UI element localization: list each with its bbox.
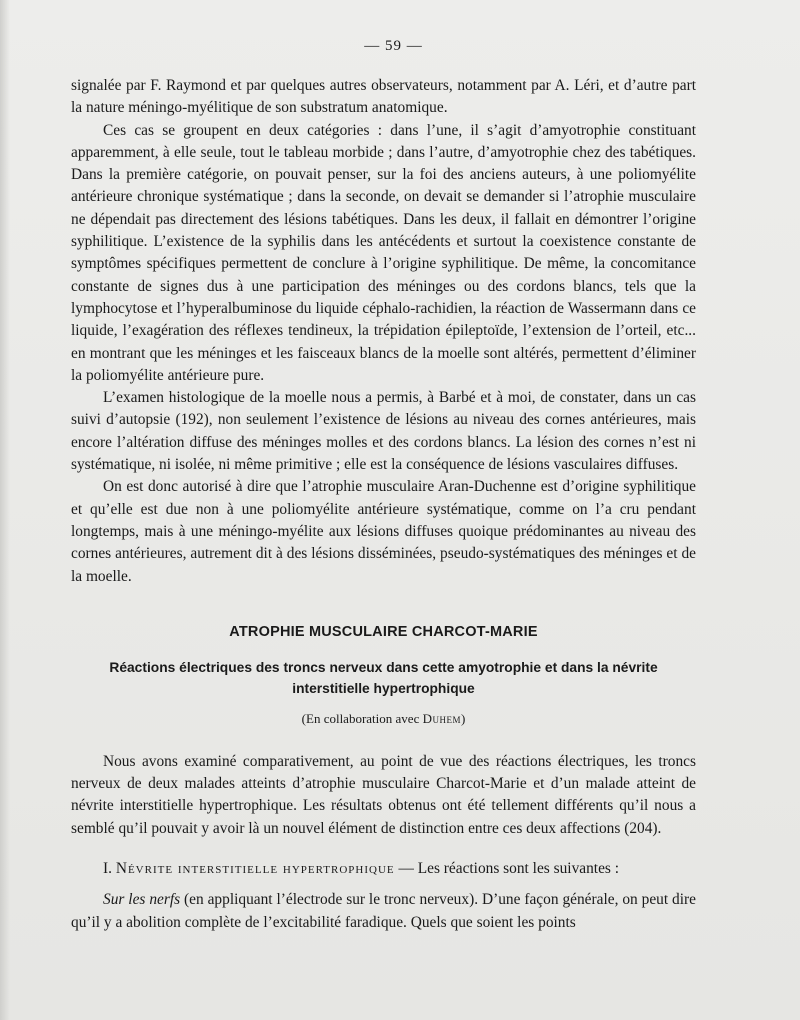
page-number: — 59 — xyxy=(364,38,423,54)
paragraph-categories: Ces cas se groupent en deux catégories : dans l’une, il s’agit d’amyotrophie constituant apparemment, à elle seule, tout le tableau morbide ; dans l’autre, d’amyotrophie chez des tabétiques. Dans la première catégorie, on pouvait penser, sur la foi des anciens auteurs, à une poliomyélite antérieure chronique systématique ; dans la seconde, on devait se demander si l’atrophie musculaire ne dépendait pas directement des lésions tabétiques. Dans les deux, il fallait en démontrer l’origine syphilitique. L’existence de la syphilis dans les antécédents et surtout la coexistence constante de symptômes spécifiques permettent de conclure à l’origine syphilitique. De même, la concomitance constante de signes dus à une participation des méninges ou des cordons blancs, tels que la lymphocytose et l’hyperalbuminose du liquide céphalo-rachidien, la réaction de Wassermann dans ce liquide, l’exagération des réflexes tendineux, la trépidation épileptoïde, l’extension de l’orteil, etc... en montrant que les méninges et les faisceaux blancs de la moelle sont altérés, permettent d’éliminer la poliomyélite antérieure pure. xyxy=(71,121,696,384)
heading-prefix: I. xyxy=(103,860,116,878)
nerfs-rest: (en appliquant l’électrode sur le tronc nerveux). D’une façon générale, on peut dire qu’il y a abolition complète de l’excitabilité faradique. Quels que soient les points xyxy=(71,891,696,931)
paragraph-nerfs xyxy=(71,889,696,934)
paragraph-histology: L’examen histologique de la moelle nous a permis, à Barbé et à moi, de constater, dans un cas suivi d’autopsie (192), non seulement l’existence de lésions au niveau des cornes antérieures, mais encore l’altération diffuse des méninges molles et des cordons blancs. La lésion des cornes n’est ni systématique, ni isolée, ni même primitive ; elle est la conséquence de lésions vasculaires diffuses. xyxy=(71,389,696,474)
paragraph-continuation: signalée par F. Raymond et par quelques autres observateurs, notamment par A. Léri, et d’autre part la nature méningo-myélitique de son substratum anatomique. xyxy=(71,77,696,117)
collaboration-note xyxy=(71,711,696,727)
heading-smallcaps: Névrite interstitielle hypertrophique xyxy=(115,860,395,878)
collab-name: Duhem xyxy=(422,710,461,726)
nerfs-italic: Sur les nerfs xyxy=(103,891,181,909)
section-title: ATROPHIE MUSCULAIRE CHARCOT-MARIE xyxy=(229,623,538,640)
subsection-heading xyxy=(71,858,696,880)
paragraph-comparison: Nous avons examiné comparativement, au point de vue des réactions électriques, les troncs nerveux de deux malades atteints d’atrophie musculaire Charcot-Marie et d’un malade atteint de névrite interstitielle hypertrophique. Les résultats obtenus ont été tellement différents qu’il nous a semblé qu’il pouvait y avoir là un nouvel élément de distinction entre ces deux affections (204). xyxy=(71,752,696,837)
section-subtitle: Réactions électriques des troncs nerveux dans cette amyotrophie et dans la névrite interstitielle hypertrophique xyxy=(109,659,658,696)
paragraph-conclusion: On est donc autorisé à dire que l’atrophie musculaire Aran-Duchenne est d’origine syphilitique et qu’elle est due non à une poliomyélite antérieure systématique, comme on l’a cru pendant longtemps, mais à une méningo-myélite aux lésions diffuses quoique prédominantes au niveau des cornes antérieures, autrement dit à des lésions disséminées, pseudo-systématiques des méninges et de la moelle. xyxy=(71,478,696,585)
heading-rest: — Les réactions sont les suivantes : xyxy=(394,860,620,878)
collab-prefix: (En collaboration avec xyxy=(301,710,423,726)
collab-suffix: ) xyxy=(460,710,466,726)
